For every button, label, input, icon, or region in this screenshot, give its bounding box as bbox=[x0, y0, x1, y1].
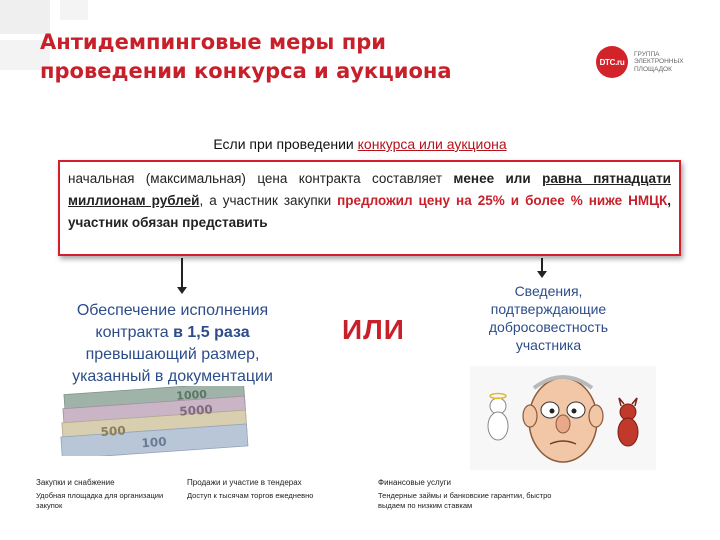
svg-text:100: 100 bbox=[141, 434, 168, 451]
slide-subtitle bbox=[0, 136, 720, 152]
logo-text-line: ГРУППА bbox=[634, 50, 660, 58]
decor-square bbox=[60, 0, 88, 20]
footer-body: Тендерные займы и банковские гарантии, быстро выдаем по низким ставкам bbox=[378, 491, 552, 510]
right-option-text: Сведения, подтверждающие добросовестность участника bbox=[488, 283, 609, 353]
banknotes-image bbox=[60, 386, 260, 456]
condition-text: начальная (максимальная) цена контракта составляет bbox=[68, 171, 454, 186]
cartoon-image bbox=[470, 366, 656, 470]
footer-heading: Продажи и участие в тендерах bbox=[187, 478, 302, 487]
footer-body: Доступ к тысячам торгов ежедневно bbox=[187, 491, 314, 500]
down-arrow-icon bbox=[541, 258, 543, 272]
condition-red: предложил цену на 25% и более % ниже НМЦК bbox=[337, 193, 668, 208]
company-logo[interactable] bbox=[596, 46, 704, 78]
slide-title: Антидемпинговые меры при проведении конкурса и аукциона bbox=[40, 30, 452, 83]
footer-column[interactable] bbox=[36, 478, 176, 511]
svg-text:5000: 5000 bbox=[178, 402, 214, 419]
subtitle-highlight: конкурса или аукциона bbox=[357, 136, 507, 152]
svg-text:1000: 1000 bbox=[175, 387, 208, 403]
footer-body: Удобная площадка для организации закупок bbox=[36, 491, 164, 510]
or-label: ИЛИ bbox=[342, 314, 405, 345]
left-option-text bbox=[50, 300, 295, 388]
footer-heading: Закупки и снабжение bbox=[36, 478, 115, 487]
condition-bold: менее или bbox=[453, 171, 543, 186]
condition-text-end: , участник обязан представить bbox=[68, 193, 672, 230]
left-option-part: Обеспечение исполнения контракта bbox=[76, 302, 269, 341]
left-option-part: превышающий размер, указанный в документации bbox=[72, 346, 273, 385]
condition-text: , а участник закупки bbox=[199, 193, 338, 208]
condition-underline: равна пятнадцати миллионам рублей bbox=[68, 171, 671, 208]
logo-mark: DTC.ru bbox=[596, 46, 628, 78]
footer-column[interactable] bbox=[378, 478, 568, 511]
left-option-bold: в 1,5 раза bbox=[173, 324, 250, 341]
logo-text bbox=[634, 51, 704, 74]
footer-column[interactable] bbox=[187, 478, 367, 501]
logo-text-line: ЭЛЕКТРОННЫХ bbox=[634, 58, 684, 66]
footer-heading: Финансовые услуги bbox=[378, 478, 452, 487]
subtitle-prefix: Если при проведении bbox=[213, 136, 358, 152]
condition-box bbox=[58, 160, 681, 256]
svg-text:500: 500 bbox=[100, 423, 127, 440]
logo-text-line: ПЛОЩАДОК bbox=[634, 65, 672, 73]
down-arrow-icon bbox=[181, 258, 183, 288]
